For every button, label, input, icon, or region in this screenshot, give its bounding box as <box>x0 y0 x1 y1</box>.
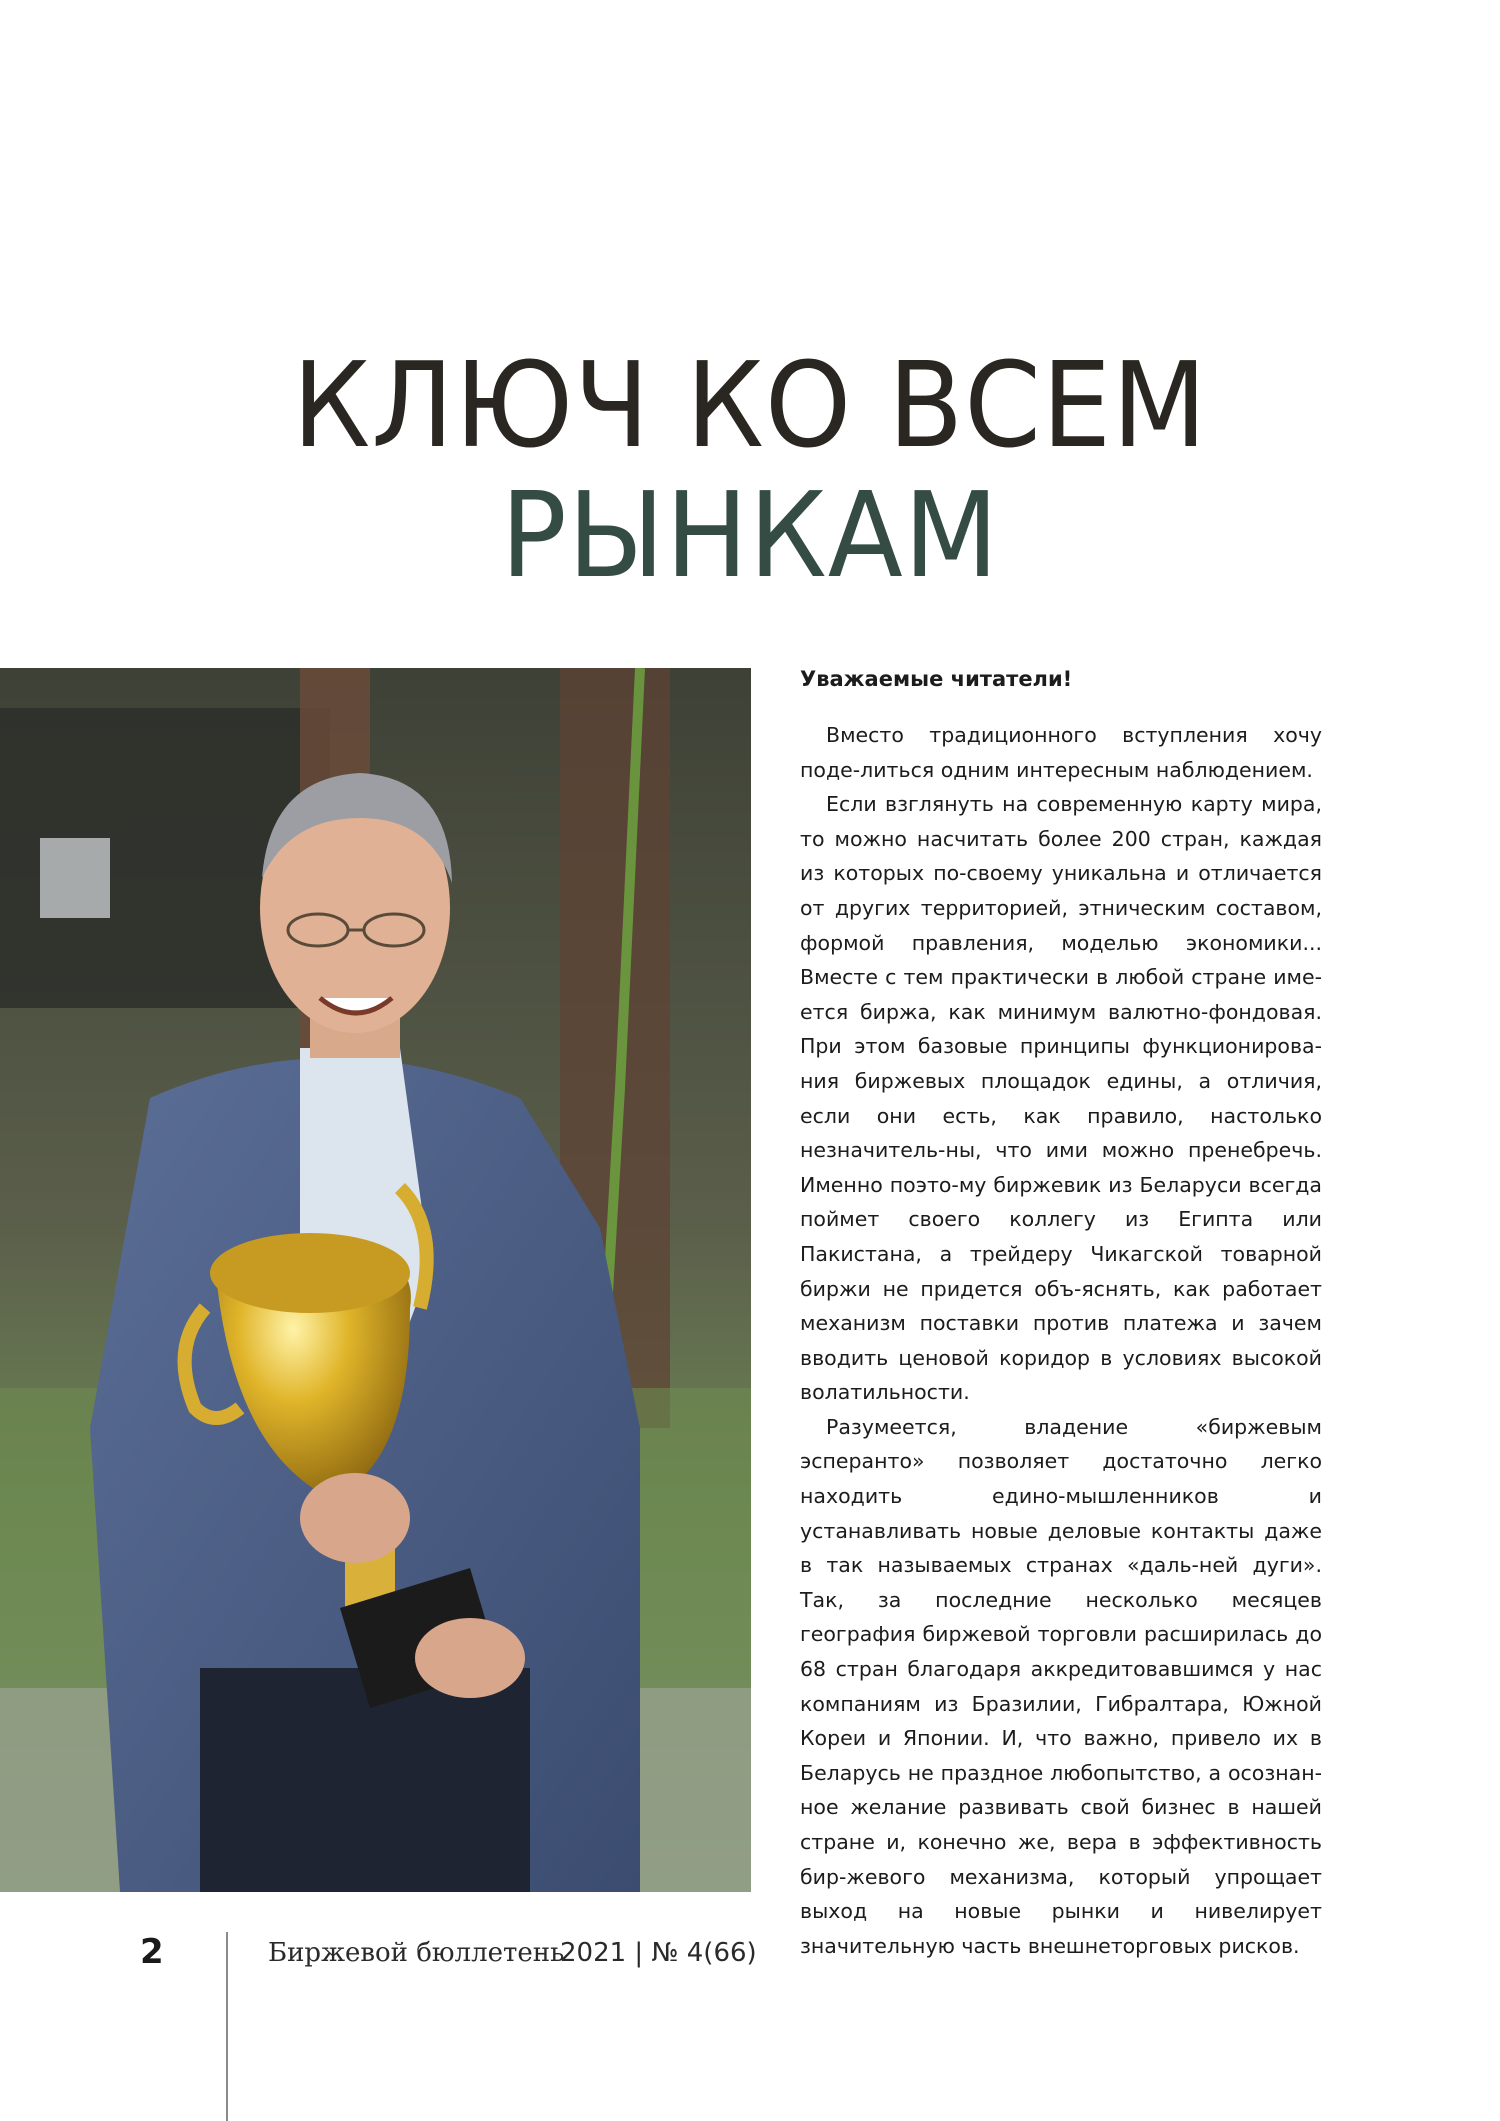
footer-divider <box>226 1932 228 2121</box>
magazine-name: Биржевой бюллетень <box>268 1938 565 1968</box>
title-line-2: РЫНКАМ <box>500 466 1000 604</box>
issue-number: 2021 | № 4(66) <box>560 1938 757 1968</box>
page-number: 2 <box>140 1932 164 1972</box>
article-greeting: Уважаемые читатели! <box>800 667 1073 691</box>
portrait-photo <box>0 668 751 1892</box>
article-paragraph: Разумеется, владение «биржевым эсперанто» позволяет достаточно легко находить едино-мышленников и устанавливать новые деловые контакты даже в так называемых странах «даль-ней дуги». Так, за последние несколько месяцев география биржевой торговли расширилась до 68 стран благодаря аккредитовавшимся у нас компаниям из Бразилии, Гибралтара, Южной Кореи и Японии. И, что важно, привело их в Беларусь не праздное любопытство, а осознан-ное желание развивать свой бизнес в нашей стране и, конечно же, вера в эффективность бир-жевого механизма, который упрощает выход на новые рынки и нивелирует значительную часть внешнеторговых рисков. <box>800 1414 1322 1958</box>
article-paragraph: Если взглянуть на современную карту мира, то можно насчитать более 200 стран, каждая из которых по-своему уникальна и отличается от других территорией, этническим составом, формой правления, моделью экономики... Вместе с тем практически в любой стране име-ется биржа, как минимум валютно-фондовая. При этом базовые принципы функционирова-ния биржевых площадок едины, а отличия, если они есть, как правило, настолько незначитель-ны, что ими можно пренебречь. Именно поэто-му биржевик из Беларуси всегда поймет своего коллегу из Египта или Пакистана, а трейдеру Чикагской товарной биржи не придется объ-яснять, как работает механизм поставки против платежа и зачем вводить ценовой коридор в условиях высокой волатильности. <box>800 792 1322 1405</box>
editorial-article <box>800 662 1322 1963</box>
article-paragraph: Вместо традиционного вступления хочу поде-литься одним интересным наблюдением. <box>800 723 1322 782</box>
title-line-1: КЛЮЧ КО ВСЕМ <box>292 336 1208 474</box>
